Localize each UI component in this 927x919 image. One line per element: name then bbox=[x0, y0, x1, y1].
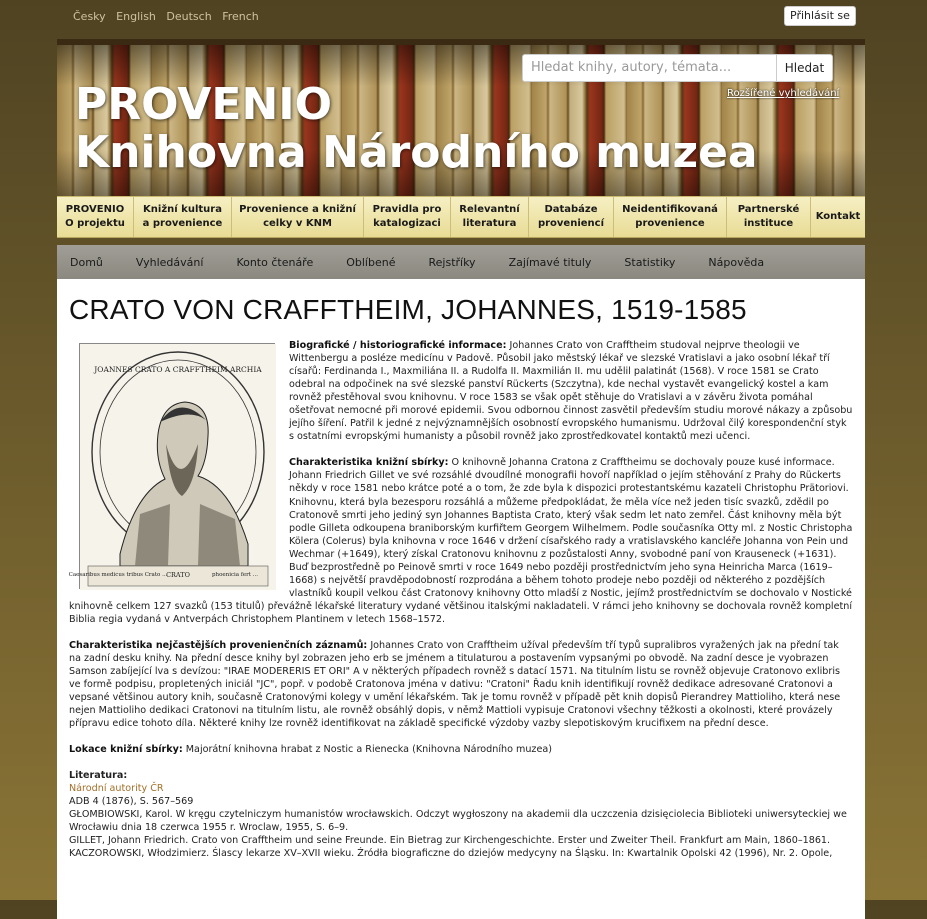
nav-item-provenio[interactable]: PROVENIO O projektu bbox=[57, 197, 134, 237]
literature-heading: Literatura: bbox=[69, 770, 128, 782]
main-content bbox=[57, 279, 865, 919]
portrait-inscription: JOANNES CRATO A CRAFFTHEIM ARCHIA bbox=[94, 365, 262, 374]
lang-german[interactable]: Deutsch bbox=[166, 10, 212, 23]
main-nav bbox=[57, 196, 865, 238]
portrait-caption-left: Caesaribus medicus tribus Crato ... bbox=[68, 572, 168, 578]
sub-nav bbox=[57, 245, 865, 279]
subnav-interesting-titles[interactable]: Zajímavé tituly bbox=[508, 255, 592, 269]
literature-item: ADB 4 (1876), S. 567–569 bbox=[69, 796, 194, 808]
site-title bbox=[75, 81, 758, 177]
literature-item: KACZOROWSKI, Włodzimierz. Ślascy lekarze XV–XVII wieku. Źródła biograficzne do dziejów medycyny na Śląsku. In: Kwartalnik Opolski 42 (1996), Nr. 2. Opole, bbox=[69, 848, 833, 860]
subnav-help[interactable]: Nápověda bbox=[708, 255, 765, 269]
nav-item-partnerske[interactable]: Partnerské instituce bbox=[727, 197, 811, 237]
lang-french[interactable]: French bbox=[222, 10, 259, 23]
subnav-statistics[interactable]: Statistiky bbox=[624, 255, 676, 269]
subnav-account[interactable]: Konto čtenáře bbox=[236, 255, 314, 269]
nav-item-kontakt[interactable]: Kontakt bbox=[815, 211, 861, 222]
subnav-home[interactable]: Domů bbox=[70, 255, 103, 269]
nav-item-pravidla[interactable]: Pravidla pro katalogizaci bbox=[364, 197, 451, 237]
portrait-image bbox=[68, 343, 275, 589]
section-heading: Charakteristika knižní sbírky bbox=[289, 457, 445, 469]
subnav-search[interactable]: Vyhledávání bbox=[135, 255, 204, 269]
lang-english[interactable]: English bbox=[116, 10, 156, 23]
header-banner bbox=[57, 39, 865, 197]
subnav-indexes[interactable]: Rejstříky bbox=[428, 255, 476, 269]
portrait-caption-right: phoenicia fert ... bbox=[212, 572, 258, 578]
section-biography: Biografické / historiografické informace: Johannes Crato von Crafftheim studoval nejprve theologii ve Wittenbergu a posléze medicínu v Padově. Působil jako městský lékař ve slezské Vratislavi a jako osobní lékař tří císařů: Ferdinanda I., Maxmiliána II. a Rudolfa II. Maxmilián II. mu udělil palatinát (1568). V roce 1581 se Crato odebral na odpočinek na své slezské panství Rückerts (Szczytna), kde nechal vystavět evangelický kostel a kam rovněž přestěhoval svou knihovnu. V roce 1583 se však opět stěhuje do Vratislavi a v závěru života pomáhal ošetřovat nemocné při morové epidemii. Svou odbornou činnost zasvětil především studiu morové nákazy a způsobu jejího šíření. Patřil k jedné z nejvýznamnějších osobností evropského humanismu. Udržoval čilý korespondenční styk s ostatními evropskými humanisty a působil rovněž jako zprostředkovatel kontaktů mezi učenci. bbox=[289, 340, 853, 443]
literature-section bbox=[69, 769, 853, 860]
advanced-search-link[interactable]: Rozšířené vyhledávání bbox=[727, 88, 840, 99]
nav-item-provenience-knm[interactable]: Provenience a knižní celky v KNM bbox=[232, 197, 364, 237]
bookshelf-image bbox=[57, 39, 865, 45]
site-title-line1: PROVENIO bbox=[75, 79, 333, 130]
section-provenance-records: Charakteristika nejčastějších provenienčních záznamů: Johannes Crato von Crafftheim užíval především tří typů supralibros vyražených jak na přední tak na zadní desku knihy. Na přední desce knihy byl zobrazen jeho erb se jménem a titulaturou a postavením vypsanými po obvodě. Na zadní desce je vyobrazen Samson zabíjející lva s devízou: "IRAE MODERERIS ET ORI" A v některých případech rovněž s datací 1571. Na titulním listu se rovněž objevuje Cratonovo exlibris ve formě podpisu, propletených iniciál "JC", popř. v podobě Cratonova jména v dativu: "Cratoni" Řadu knih identifikují rovněž dedikace adresované Cratonovi a vepsané většinou autory knih, současně Cratonovými kolegy v umění lékařském. Tak je tomu rovněž v případě pět knih dopisů Pierandrey Mattioliho, která nese nejen Mattioliho dedikaci Cratonovi na titulním listu, ale rovněž obsáhlý dopis, v němž Mattioli vypisuje Cratonovi všechny těžkosti a okolnosti, které provázely přípravu edice tohoto díla. Některé knihy lze rovněž identifikovat na základě specifické výzdoby vazby slepotiskovým krucifixem na přední desce. bbox=[69, 639, 841, 730]
section-heading: Lokace knižní sbírky bbox=[69, 744, 179, 756]
section-heading: Biografické / historiografické informace bbox=[289, 340, 503, 351]
portrait-caption-mid: CRATO bbox=[166, 571, 190, 579]
lang-czech[interactable]: Česky bbox=[73, 10, 106, 23]
section-heading: Charakteristika nejčastějších provenienčních záznamů bbox=[69, 639, 364, 651]
search-input[interactable]: Hledat knihy, autory, témata... bbox=[522, 54, 777, 82]
section-location: Lokace knižní sbírky: Majorátní knihovna hrabat z Nostic a Rienecka (Knihovna Národního muzea) bbox=[69, 744, 552, 756]
nav-item-neidentifikovana[interactable]: Neidentifikovaná provenience bbox=[614, 197, 727, 237]
page-title: CRATO VON CRAFFTHEIM, JOHANNES, 1519-1585 bbox=[69, 294, 747, 325]
literature-item: GILLET, Johann Friedrich. Crato von Crafftheim und seine Freunde. Ein Bietrag zur Kirchengeschichte. Erster und Zweiter Theil. Frankfurt am Main, 1860–1861. bbox=[69, 835, 831, 847]
search-button[interactable]: Hledat bbox=[776, 54, 833, 82]
language-switcher bbox=[73, 10, 266, 23]
literature-item: GŁOMBIOWSKI, Karol. W kręgu czytelniczym humanistów wrocławskich. Odczyt wygłoszony na akademii dla uczczenia dzisięciolecia Biblioteki uniwersyteckiej we Wrocławiu dnia 18 czerwca 1955 r. Wroclaw, 1955, S. 6–9. bbox=[69, 809, 847, 834]
section-text: O knihovně Johanna Cratona z Crafftheimu se dochovaly pouze kusé informace. Johann Friedrich Gillet ve své rozsáhlé dvoudílné monografii hovoří například o jejím stěhování z Prahy do Rückerts někdy v roce 1581 nebo krátce poté a o tom, že zde byla k dispozici protestantskému kazateli Christophu Prätoriovi. Knihovnu, která byla bezesporu rozsáhlá a můžeme předpokládat, že měla více než jeden tisíc svazků, zdědil po Cratonově smrti jeho jediný syn Johannes Baptista Crato, který však sedm let nato zemřel. Část knihovny měla být podle Gilleta odkoupena braniborským kurfiřtem Georgem Wilhelmem. Podle současníka Otty ml. z Nostic Christopha Kölera (Colerus) byla knihovna v roce 1646 v držení císařského rady a vratislavského kancléře Johanna von Pein und Wechmar (+1649), který získal Cratonovu knihovnu z pozůstalosti Anny, svobodné paní von Krauseneck (+1631). Buď bezprostředně po Peinově smrti v roce 1649 nebo později prostřednictvím jeho syna Heinricha Marca (1619–1668) s největší pravděpodobností rozprodána a během tohoto prodeje nebo později od některého z pozdějších vlastníků koupil velkou část Cratonovy knihovny Otto mladší z Nostic, jejímž prostřednictvím se dochovalo v Nostické knihovně celkem 127 svazků (153 titulů) převážně lékařské literatury vydané většinou italskými nakladateli. V rámci jeho knihovny se dochovala rovněž kompletní Biblia regia vydaná v Antverpách Christophem Plantinem v letech 1568–1572. bbox=[69, 457, 853, 625]
national-authority-link[interactable]: Národní autority ČR bbox=[69, 783, 164, 795]
nav-item-knizni-kultura[interactable]: Knižní kultura a provenience bbox=[134, 197, 232, 237]
subnav-favorites[interactable]: Oblíbené bbox=[346, 255, 396, 269]
nav-item-literatura[interactable]: Relevantní literatura bbox=[451, 197, 529, 237]
section-text: Majorátní knihovna hrabat z Nostic a Rienecka (Knihovna Národního muzea) bbox=[185, 744, 552, 756]
login-button[interactable]: Přihlásit se bbox=[784, 6, 856, 26]
nav-item-databaze[interactable]: Databáze proveniencí bbox=[529, 197, 614, 237]
portrait-engraving-icon bbox=[68, 344, 276, 590]
section-text: Johannes Crato von Crafftheim studoval nejprve theologii ve Wittenbergu a posléze medicínu v Padově. Působil jako městský lékař ve slezské Vratislavi a jako osobní lékař tří císařů: Ferdinanda I., Maxmiliána II. a Rudolfa II. Maxmilián II. mu udělil palatinát (1568). V roce 1581 se Crato odebral na odpočinek na své slezské panství Rückerts (Szczytna), kde nechal vystavět evangelický kostel a kam rovněž přestěhoval svou knihovnu. V roce 1583 se však opět stěhuje do Vratislavi a v závěru života pomáhal ošetřovat nemocné při morové epidemii. Svou odbornou činnost zasvětil především studiu morové nákazy a způsobu jejího šíření. Patřil k jedné z nejvýznamnějších osobností evropského humanismu. Udržoval čilý korespondenční styk s ostatními evropskými humanisty a působil rovněž jako zprostředkovatel kontaktů mezi učenci. bbox=[289, 340, 853, 443]
site-title-line2: Knihovna Národního muzea bbox=[75, 127, 758, 178]
section-text: Johannes Crato von Crafftheim užíval především tří typů supralibros vyražených jak na přední tak na zadní desku knihy. Na přední desce knihy byl zobrazen jeho erb se jménem a titulaturou a postavením vypsanými po obvodě. Na zadní desce je vyobrazen Samson zabíjející lva s devízou: "IRAE MODERERIS ET ORI" A v některých případech rovněž s datací 1571. Na titulním listu se rovněž objevuje Cratonovo exlibris ve formě podpisu, propletených iniciál "JC", popř. v podobě Cratonova jména v dativu: "Cratoni" Řadu knih identifikují rovněž dedikace adresované Cratonovi a vepsané většinou autory knih, současně Cratonovými kolegy v umění lékařském. Tak je tomu rovněž v případě pět knih dopisů Pierandrey Mattioliho, která nese nejen Mattioliho dedikaci Cratonovi na titulním listu, ale rovněž obsáhlý dopis, v němž Mattioli vypisuje Cratonovi všechny těžkosti a okolnosti, které provázely přípravu edice tohoto díla. Některé knihy lze rovněž identifikovat na základě specifické výzdoby vazby slepotiskovým krucifixem na přední desce. bbox=[69, 639, 841, 730]
section-collection: Charakteristika knižní sbírky: O knihovně Johanna Cratona z Crafftheimu se dochovaly pouze kusé informace. Johann Friedrich Gillet ve své rozsáhlé dvoudílné monografii hovoří například o jejím stěhování z Prahy do Rückerts někdy v roce 1581 nebo krátce poté a o tom, že zde byla k dispozici protestantskému kazateli Christophu Prätoriovi. Knihovnu, která byla bezesporu rozsáhlá a můžeme předpokládat, že měla více než jeden tisíc svazků, zdědil po Cratonově smrti jeho jediný syn Johannes Baptista Crato, který však sedm let nato zemřel. Část knihovny měla být podle Gilleta odkoupena braniborským kurfiřtem Georgem Wilhelmem. Podle současníka Otty ml. z Nostic Christopha Kölera (Colerus) byla knihovna v roce 1646 v držení císařského rady a vratislavského kancléře Johanna von Pein und Wechmar (+1649), který získal Cratonovu knihovnu z pozůstalosti Anny, svobodné paní von Krauseneck (+1631). Buď bezprostředně po Peinově smrti v roce 1649 nebo později prostřednictvím jeho syna Heinricha Marca (1619–1668) s největší pravděpodobností rozprodána a během tohoto prodeje nebo později od některého z pozdějších vlastníků koupil velkou část Cratonovy knihovny Otto mladší z Nostic, jejímž prostřednictvím se dochovalo v Nostické knihovně celkem 127 svazků (153 titulů) převážně lékařské literatury vydané většinou italskými nakladateli. V rámci jeho knihovny se dochovala rovněž kompletní Biblia regia vydaná v Antverpách Christophem Plantinem v letech 1568–1572. bbox=[69, 457, 853, 625]
